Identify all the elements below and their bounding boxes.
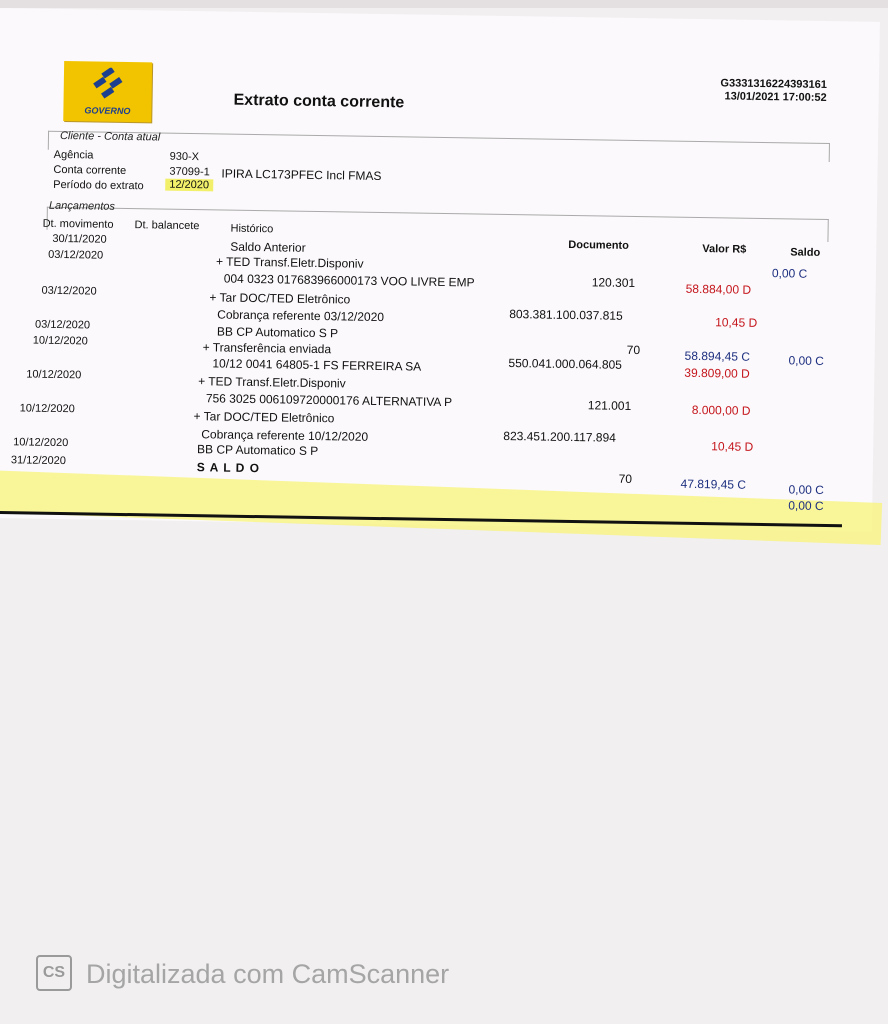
row-text: 756 3025 006109720000176 ALTERNATIVA P — [205, 391, 453, 410]
row-text: Cobrança referente 10/12/2020 — [201, 427, 369, 444]
client-section-box — [48, 131, 830, 162]
row-text: + Tar DOC/TED Eletrônico — [209, 290, 351, 307]
row-documento: 803.381.100.037.815 — [509, 307, 623, 323]
row-date: 03/12/2020 — [34, 318, 91, 332]
col-saldo: Saldo — [790, 246, 821, 259]
row-documento: 70 — [626, 342, 641, 358]
row-date: 10/12/2020 — [32, 334, 88, 348]
row-saldo: 0,00 C — [788, 353, 825, 368]
col-historico: Histórico — [230, 222, 274, 236]
row-text: Saldo Anterior — [230, 239, 306, 255]
col-dt-balancete: Dt. balancete — [134, 219, 200, 233]
row-text: + Tar DOC/TED Eletrônico — [193, 409, 335, 426]
row-documento: 70 — [618, 471, 633, 486]
row-saldo: 0,00 C — [771, 266, 808, 281]
row-text: + Transferência enviada — [202, 340, 332, 357]
row-date: 10/12/2020 — [19, 402, 75, 416]
periodo-value — [165, 179, 213, 192]
statement-sheet — [0, 8, 880, 532]
col-valor: Valor R$ — [702, 243, 747, 256]
saldo-label: S A L D O — [196, 460, 261, 476]
row-valor: 47.819,45 C — [680, 476, 747, 492]
conta-label: Conta corrente — [53, 163, 127, 178]
conta-value: 37099-1 — [169, 165, 210, 179]
row-date: 10/12/2020 — [26, 368, 82, 382]
scan-top-edge — [0, 0, 888, 8]
document-id-block — [677, 77, 827, 105]
row-valor: 58.894,45 C — [684, 348, 751, 364]
document-datetime: 13/01/2021 17:00:52 — [724, 90, 827, 104]
row-documento: 823.451.200.117.894 — [503, 428, 616, 445]
row-valor: 39.809,00 D — [684, 365, 750, 381]
document-id: G3331316224393161 — [720, 77, 827, 91]
row-valor: 58.884,00 D — [685, 281, 752, 297]
row-text: + TED Transf.Eletr.Disponiv — [215, 254, 364, 271]
row-text: 004 0323 017683966000173 VOO LIVRE EMP — [223, 271, 475, 290]
row-date: 31/12/2020 — [10, 454, 67, 468]
row-date: 30/11/2020 — [52, 232, 107, 246]
row-date: 03/12/2020 — [41, 284, 97, 298]
row-documento: 550.041.000.064.805 — [508, 356, 623, 372]
conta-name: IPIRA LC173PFEC Incl FMAS — [221, 166, 382, 184]
agencia-label: Agência — [53, 148, 94, 162]
row-text: BB CP Automatico S P — [196, 442, 319, 459]
row-documento: 120.301 — [591, 275, 636, 291]
camscanner-text: Digitalizada com CamScanner — [86, 959, 450, 989]
bank-logo-icon — [88, 67, 129, 104]
final-saldo: 0,00 C — [788, 498, 824, 513]
row-valor: 10,45 D — [711, 439, 754, 454]
periodo-label: Período do extrato — [53, 178, 144, 193]
row-text: Cobrança referente 03/12/2020 — [217, 307, 385, 325]
row-documento: 121.001 — [587, 398, 632, 413]
row-text: BB CP Automatico S P — [216, 324, 339, 341]
col-documento: Documento — [568, 238, 629, 252]
periodo-highlight: 12/2020 — [165, 179, 213, 192]
row-text: + TED Transf.Eletr.Disponiv — [198, 374, 346, 391]
agencia-value: 930-X — [169, 150, 200, 164]
col-dt-movimento: Dt. movimento — [42, 217, 114, 231]
camscanner-icon: CS — [36, 955, 72, 991]
bank-logo — [63, 61, 152, 122]
row-date: 10/12/2020 — [13, 436, 69, 450]
row-date: 03/12/2020 — [48, 248, 104, 262]
row-valor: 8.000,00 D — [691, 402, 751, 418]
client-section-label: Cliente - Conta atual — [59, 129, 161, 144]
row-valor: 10,45 D — [715, 315, 758, 330]
transactions-section-label: Lançamentos — [48, 199, 116, 213]
logo-text: GOVERNO — [84, 105, 131, 117]
camscanner-watermark — [36, 953, 516, 995]
row-saldo: 0,00 C — [788, 482, 825, 497]
row-text: 10/12 0041 64805-1 FS FERREIRA SA — [212, 356, 422, 374]
saldo-highlight — [0, 470, 882, 545]
page-title: Extrato conta corrente — [233, 91, 405, 112]
